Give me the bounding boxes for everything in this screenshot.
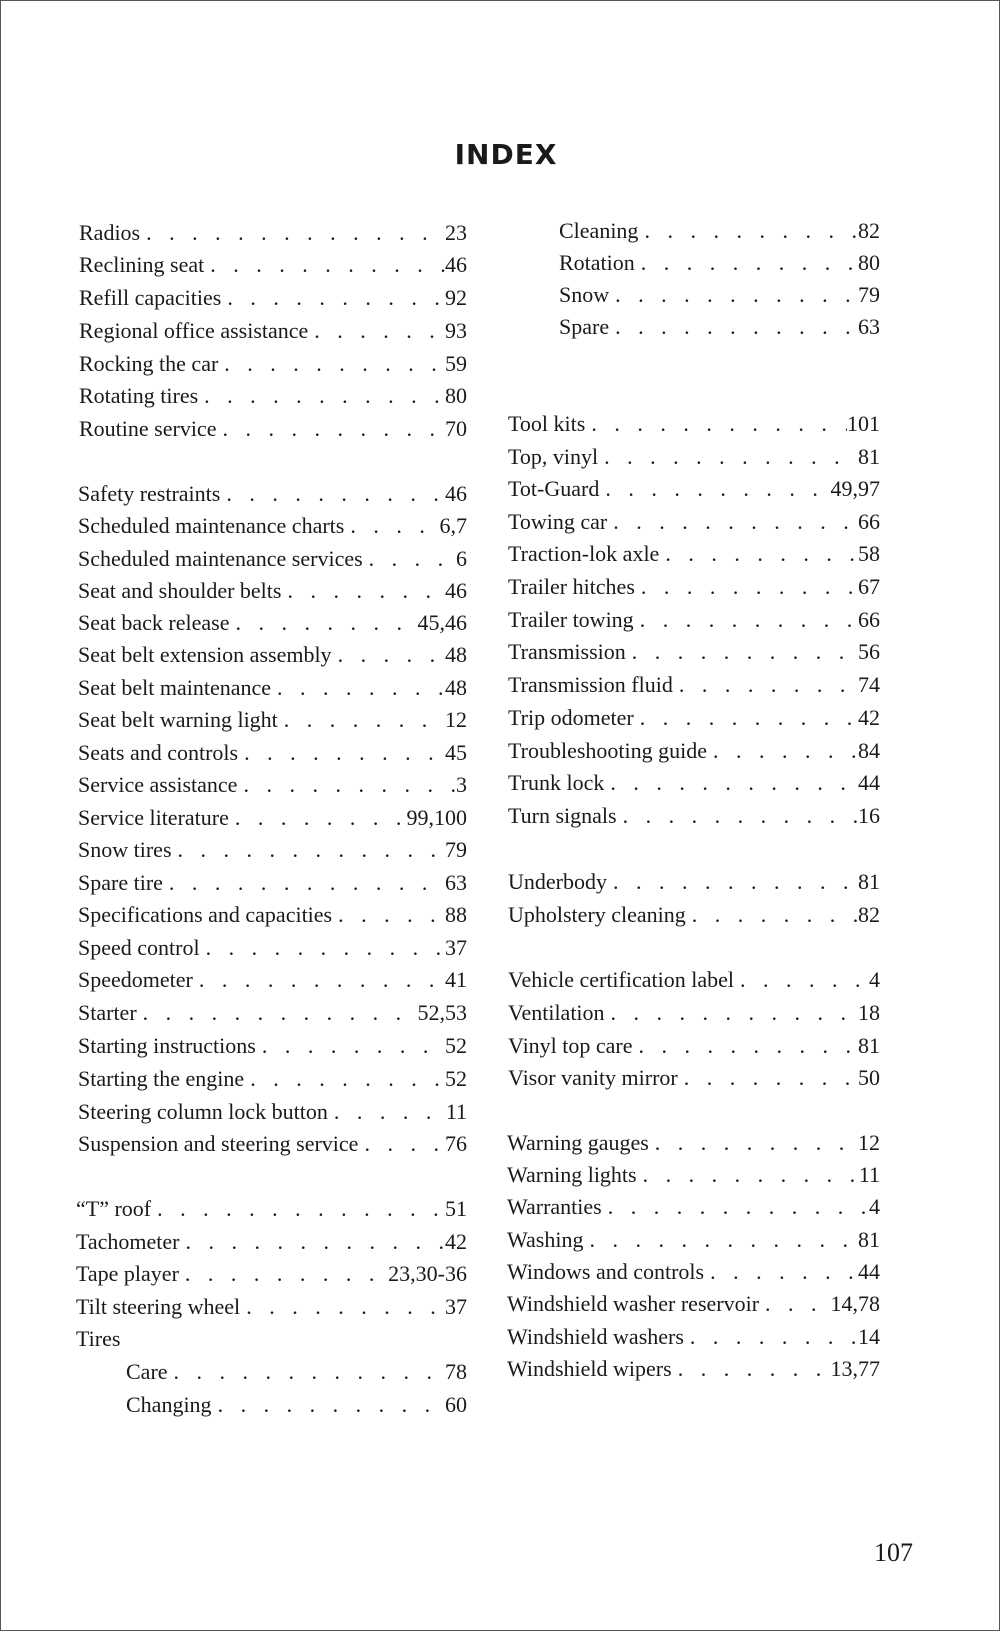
index-entry bbox=[508, 1032, 880, 1060]
index-entry-page: 63 bbox=[445, 870, 467, 895]
index-entry bbox=[76, 1195, 467, 1223]
dot-leader bbox=[168, 1358, 445, 1386]
index-entry-label: Transmission bbox=[508, 639, 626, 664]
index-entry-page: 4 bbox=[869, 967, 880, 992]
index-entry-label: Starting instructions bbox=[78, 1033, 256, 1058]
index-entry bbox=[79, 415, 467, 443]
dot-leader bbox=[198, 382, 445, 410]
index-entry-page: 23,30-36 bbox=[388, 1261, 467, 1286]
index-entry-page: 48 bbox=[445, 642, 467, 667]
index-entry-page: 50 bbox=[858, 1065, 880, 1090]
dot-leader bbox=[179, 1260, 388, 1288]
index-entry-page: 76 bbox=[445, 1131, 467, 1156]
index-entry-label: Towing car bbox=[508, 509, 608, 534]
index-entry-label: Traction-lok axle bbox=[508, 541, 660, 566]
index-entry-label: Tape player bbox=[76, 1261, 179, 1286]
index-entry bbox=[78, 869, 467, 897]
index-entry-label: Visor vanity mirror bbox=[508, 1065, 678, 1090]
dot-leader bbox=[221, 284, 445, 312]
index-entry-label: Rocking the car bbox=[79, 351, 219, 376]
dot-leader bbox=[238, 739, 445, 767]
index-entry-page: 58 bbox=[858, 541, 880, 566]
index-entry-label: Regional office assistance bbox=[79, 318, 309, 343]
index-entry-page: 81 bbox=[858, 1033, 880, 1058]
index-entry bbox=[508, 540, 880, 568]
dot-leader bbox=[271, 674, 445, 702]
dot-leader bbox=[193, 966, 445, 994]
index-entry-page: 44 bbox=[858, 1259, 880, 1284]
index-entry-label: Windows and controls bbox=[507, 1259, 705, 1284]
page-number: 107 bbox=[874, 1538, 913, 1567]
dot-leader bbox=[609, 281, 858, 309]
dot-leader bbox=[609, 313, 858, 341]
index-entry-label: Starting the engine bbox=[78, 1066, 245, 1091]
index-entry-page: 52 bbox=[445, 1033, 467, 1058]
index-entry-label: Care bbox=[126, 1359, 168, 1384]
index-entry bbox=[508, 638, 880, 666]
index-entry-page: 59 bbox=[445, 351, 467, 376]
index-entry-label: Vehicle certification label bbox=[508, 967, 734, 992]
dot-leader bbox=[218, 350, 445, 378]
index-entry-label: Tot-Guard bbox=[508, 476, 600, 501]
dot-leader bbox=[344, 512, 439, 540]
index-entry-page: 37 bbox=[445, 1294, 467, 1319]
index-entry-label: Spare tire bbox=[78, 870, 163, 895]
index-entry-label: Speed control bbox=[78, 935, 200, 960]
dot-leader bbox=[332, 641, 445, 669]
index-entry-page: 88 bbox=[445, 902, 467, 927]
index-entry-label: Underbody bbox=[508, 869, 607, 894]
index-entry-page: 11 bbox=[445, 1099, 467, 1124]
dot-leader bbox=[200, 934, 445, 962]
index-entry-page: 79 bbox=[445, 837, 467, 862]
index-entry-page: 45 bbox=[445, 740, 467, 765]
index-entry-page: 3 bbox=[456, 772, 467, 797]
index-entry-label: Suspension and steering service bbox=[78, 1131, 359, 1156]
index-entry-label: Windshield washer reservoir bbox=[507, 1291, 760, 1316]
dot-leader bbox=[633, 1032, 858, 1060]
index-entry-label: Windshield wipers bbox=[507, 1356, 672, 1381]
index-entry-label: Safety restraints bbox=[78, 481, 221, 506]
index-entry-page: 6,7 bbox=[439, 513, 467, 538]
index-entry-page: 80 bbox=[445, 383, 467, 408]
index-entry bbox=[508, 737, 880, 765]
index-entry-page: 66 bbox=[858, 509, 880, 534]
index-entry-label: Seat and shoulder belts bbox=[78, 578, 282, 603]
index-entry-label: Starter bbox=[78, 1000, 137, 1025]
index-entry bbox=[508, 443, 880, 471]
index-entry bbox=[78, 1130, 467, 1158]
dot-leader bbox=[635, 249, 858, 277]
index-entry bbox=[78, 512, 467, 540]
index-entry bbox=[78, 836, 467, 864]
index-entry-label: Troubleshooting guide bbox=[508, 738, 708, 763]
index-entry-label: Tachometer bbox=[76, 1229, 180, 1254]
index-entry bbox=[507, 1129, 880, 1157]
index-entry-page: 23 bbox=[445, 220, 467, 245]
index-entry-page: 52 bbox=[445, 1066, 467, 1091]
index-entry bbox=[508, 508, 880, 536]
dot-leader bbox=[598, 443, 858, 471]
index-entry bbox=[78, 1098, 467, 1126]
dot-leader bbox=[237, 771, 456, 799]
index-entry-label: Warning gauges bbox=[507, 1130, 649, 1155]
index-entry-page: 42 bbox=[858, 705, 880, 730]
index-entry bbox=[508, 671, 880, 699]
dot-leader bbox=[599, 475, 830, 503]
index-entry-label: Tires bbox=[76, 1326, 121, 1351]
index-entry-label: Refill capacities bbox=[79, 285, 222, 310]
index-entry bbox=[507, 1290, 880, 1318]
index-entry bbox=[507, 1258, 880, 1286]
dot-leader bbox=[607, 868, 858, 896]
index-entry-page: 37 bbox=[445, 935, 467, 960]
index-entry-label: Seat belt extension assembly bbox=[78, 642, 332, 667]
index-entry bbox=[78, 545, 467, 573]
index-entry-label: Seat back release bbox=[78, 610, 230, 635]
dot-leader bbox=[704, 1258, 858, 1286]
dot-leader bbox=[686, 901, 858, 929]
index-entry bbox=[507, 1193, 880, 1221]
index-entry-page: 41 bbox=[445, 967, 467, 992]
dot-leader bbox=[229, 609, 417, 637]
index-entry-page: 74 bbox=[858, 672, 880, 697]
dot-leader bbox=[637, 1161, 859, 1189]
index-entry-label: Transmission fluid bbox=[508, 672, 673, 697]
dot-leader bbox=[626, 638, 858, 666]
index-entry bbox=[559, 313, 880, 341]
index-entry bbox=[78, 901, 467, 929]
index-entry-label: Trailer towing bbox=[508, 607, 634, 632]
page-title: INDEX bbox=[454, 138, 558, 171]
dot-leader bbox=[212, 1391, 445, 1419]
index-entry bbox=[79, 251, 467, 279]
index-entry bbox=[76, 1325, 467, 1353]
dot-leader bbox=[684, 1323, 858, 1351]
index-entry-page: 82 bbox=[858, 902, 880, 927]
index-entry-label: Warning lights bbox=[507, 1162, 637, 1187]
index-entry-page: 18 bbox=[858, 1000, 880, 1025]
index-entry bbox=[79, 350, 467, 378]
index-entry-page: 4 bbox=[869, 1194, 880, 1219]
dot-leader bbox=[659, 540, 858, 568]
index-entry-page: 67 bbox=[858, 574, 880, 599]
index-entry-label: Seat belt warning light bbox=[78, 707, 278, 732]
index-entry-page: 84 bbox=[858, 738, 880, 763]
dot-leader bbox=[635, 573, 858, 601]
dot-leader bbox=[673, 671, 858, 699]
dot-leader bbox=[607, 508, 858, 536]
index-entry-label: Snow tires bbox=[78, 837, 172, 862]
index-entry-page: 80 bbox=[858, 250, 880, 275]
index-entry bbox=[508, 573, 880, 601]
index-entry-page: 66 bbox=[858, 607, 880, 632]
index-entry-page: 12 bbox=[858, 1130, 880, 1155]
index-entry bbox=[508, 802, 880, 830]
dot-leader bbox=[759, 1290, 830, 1318]
dot-leader bbox=[140, 219, 445, 247]
index-entry-label: Rotation bbox=[559, 250, 635, 275]
dot-leader bbox=[649, 1129, 858, 1157]
dot-leader bbox=[216, 415, 445, 443]
index-entry bbox=[508, 999, 880, 1027]
index-entry-page: 46 bbox=[445, 578, 467, 603]
index-entry-page: 79 bbox=[858, 282, 880, 307]
index-entry bbox=[508, 475, 880, 503]
dot-leader bbox=[602, 1193, 869, 1221]
index-entry bbox=[78, 641, 467, 669]
dot-leader bbox=[332, 901, 445, 929]
index-entry-label: Top, vinyl bbox=[508, 444, 599, 469]
index-entry bbox=[507, 1161, 880, 1189]
dot-leader bbox=[256, 1032, 445, 1060]
dot-leader bbox=[163, 869, 445, 897]
index-entry-label: Tool kits bbox=[508, 411, 586, 436]
index-entry bbox=[78, 966, 467, 994]
index-entry-label: Radios bbox=[79, 220, 141, 245]
index-entry-page: 11 bbox=[858, 1162, 880, 1187]
index-entry-label: “T” roof bbox=[76, 1196, 152, 1221]
index-entry bbox=[78, 609, 467, 637]
index-entry-label: Trip odometer bbox=[508, 705, 634, 730]
index-entry bbox=[508, 868, 880, 896]
index-entry-label: Windshield washers bbox=[507, 1324, 684, 1349]
index-entry bbox=[78, 577, 467, 605]
index-entry-label: Tilt steering wheel bbox=[76, 1294, 241, 1319]
index-entry bbox=[78, 999, 467, 1027]
index-entry-label: Reclining seat bbox=[79, 252, 205, 277]
index-entry bbox=[508, 769, 880, 797]
index-entry bbox=[508, 1064, 880, 1092]
index-entry-label: Cleaning bbox=[559, 218, 639, 243]
index-entry bbox=[79, 317, 467, 345]
index-entry-page: 13,77 bbox=[830, 1356, 880, 1381]
index-entry bbox=[507, 1323, 880, 1351]
index-entry bbox=[76, 1260, 467, 1288]
index-entry-label: Rotating tires bbox=[79, 383, 199, 408]
dot-leader bbox=[634, 606, 858, 634]
index-entry-label: Vinyl top care bbox=[508, 1033, 633, 1058]
index-entry-page: 81 bbox=[858, 869, 880, 894]
dot-leader bbox=[363, 545, 456, 573]
index-entry-page: 81 bbox=[858, 444, 880, 469]
index-entry bbox=[78, 1032, 467, 1060]
index-entry-page: 12 bbox=[445, 707, 467, 732]
index-entry-label: Seat belt maintenance bbox=[78, 675, 272, 700]
index-entry-label: Washing bbox=[507, 1227, 584, 1252]
dot-leader bbox=[240, 1293, 445, 1321]
dot-leader bbox=[638, 217, 858, 245]
dot-leader bbox=[151, 1195, 445, 1223]
index-entry-page: 14 bbox=[858, 1324, 880, 1349]
index-entry bbox=[507, 1226, 880, 1254]
index-entry bbox=[78, 674, 467, 702]
index-entry bbox=[76, 1293, 467, 1321]
index-entry-label: Service assistance bbox=[78, 772, 238, 797]
index-entry-page: 82 bbox=[858, 218, 880, 243]
index-entry bbox=[78, 771, 467, 799]
index-entry bbox=[78, 934, 467, 962]
index-entry bbox=[508, 410, 880, 438]
index-entry-label: Trailer hitches bbox=[508, 574, 635, 599]
dot-leader bbox=[672, 1355, 831, 1383]
index-entry-label: Ventilation bbox=[508, 1000, 605, 1025]
index-entry-page: 93 bbox=[445, 318, 467, 343]
index-entry-label: Upholstery cleaning bbox=[508, 902, 686, 927]
index-entry bbox=[126, 1391, 467, 1419]
index-entry-label: Turn signals bbox=[508, 803, 617, 828]
index-entry-page: 44 bbox=[858, 770, 880, 795]
index-entry-page: 45,46 bbox=[417, 610, 467, 635]
dot-leader bbox=[328, 1098, 446, 1126]
index-entry bbox=[78, 1065, 467, 1093]
index-entry-label: Changing bbox=[126, 1392, 212, 1417]
index-entry bbox=[79, 382, 467, 410]
index-entry-label: Spare bbox=[559, 314, 610, 339]
index-entry-label: Snow bbox=[559, 282, 610, 307]
index-entry-page: 42 bbox=[445, 1229, 467, 1254]
dot-leader bbox=[244, 1065, 445, 1093]
dot-leader bbox=[583, 1226, 858, 1254]
index-entry-page: 52,53 bbox=[417, 1000, 467, 1025]
index-entry-label: Steering column lock button bbox=[78, 1099, 328, 1124]
index-entry-page: 63 bbox=[858, 314, 880, 339]
dot-leader bbox=[617, 802, 858, 830]
dot-leader bbox=[204, 251, 445, 279]
index-entry bbox=[126, 1358, 467, 1386]
index-entry bbox=[78, 804, 467, 832]
index-entry-label: Warranties bbox=[507, 1194, 602, 1219]
index-entry bbox=[78, 480, 467, 508]
dot-leader bbox=[734, 966, 869, 994]
index-entry-page: 92 bbox=[445, 285, 467, 310]
dot-leader bbox=[278, 706, 445, 734]
dot-leader bbox=[180, 1228, 445, 1256]
index-entry-label: Seats and controls bbox=[78, 740, 239, 765]
index-entry-page: 81 bbox=[858, 1227, 880, 1252]
index-entry-label: Routine service bbox=[79, 416, 217, 441]
dot-leader bbox=[707, 737, 858, 765]
index-entry bbox=[508, 704, 880, 732]
index-entry-page: 46 bbox=[445, 252, 467, 277]
dot-leader bbox=[137, 999, 418, 1027]
dot-leader bbox=[358, 1130, 445, 1158]
dot-leader bbox=[308, 317, 445, 345]
index-entry bbox=[78, 706, 467, 734]
dot-leader bbox=[678, 1064, 858, 1092]
dot-leader bbox=[634, 704, 858, 732]
index-entry bbox=[559, 217, 880, 245]
dot-leader bbox=[172, 836, 446, 864]
index-entry-label: Service literature bbox=[78, 805, 229, 830]
index-entry-page: 70 bbox=[445, 416, 467, 441]
index-entry bbox=[79, 219, 467, 247]
index-entry-label: Scheduled maintenance charts bbox=[78, 513, 345, 538]
index-entry-page: 49,97 bbox=[830, 476, 880, 501]
index-entry-page: 78 bbox=[445, 1359, 467, 1384]
index-entry bbox=[78, 739, 467, 767]
dot-leader bbox=[220, 480, 445, 508]
dot-leader bbox=[605, 999, 858, 1027]
index-entry bbox=[508, 901, 880, 929]
index-entry-label: Speedometer bbox=[78, 967, 193, 992]
index-entry-label: Specifications and capacities bbox=[78, 902, 333, 927]
dot-leader bbox=[585, 410, 847, 438]
index-entry bbox=[559, 249, 880, 277]
dot-leader bbox=[604, 769, 858, 797]
index-entry bbox=[508, 966, 880, 994]
index-entry bbox=[508, 606, 880, 634]
index-entry-label: Trunk lock bbox=[508, 770, 605, 795]
index-entry-page: 56 bbox=[858, 639, 880, 664]
index-entry-page: 48 bbox=[445, 675, 467, 700]
dot-leader bbox=[281, 577, 445, 605]
index-entry-page: 14,78 bbox=[830, 1291, 880, 1316]
index-entry-page: 101 bbox=[847, 411, 880, 436]
index-entry bbox=[559, 281, 880, 309]
index-entry-page: 46 bbox=[445, 481, 467, 506]
dot-leader bbox=[229, 804, 407, 832]
index-entry-page: 51 bbox=[445, 1196, 467, 1221]
index-entry-page: 16 bbox=[858, 803, 880, 828]
index-entry bbox=[507, 1355, 880, 1383]
index-entry-page: 60 bbox=[445, 1392, 467, 1417]
index-entry-label: Scheduled maintenance services bbox=[78, 546, 363, 571]
index-entry bbox=[79, 284, 467, 312]
index-entry-page: 99,100 bbox=[406, 805, 467, 830]
index-entry-page: 6 bbox=[456, 546, 467, 571]
index-entry bbox=[76, 1228, 467, 1256]
